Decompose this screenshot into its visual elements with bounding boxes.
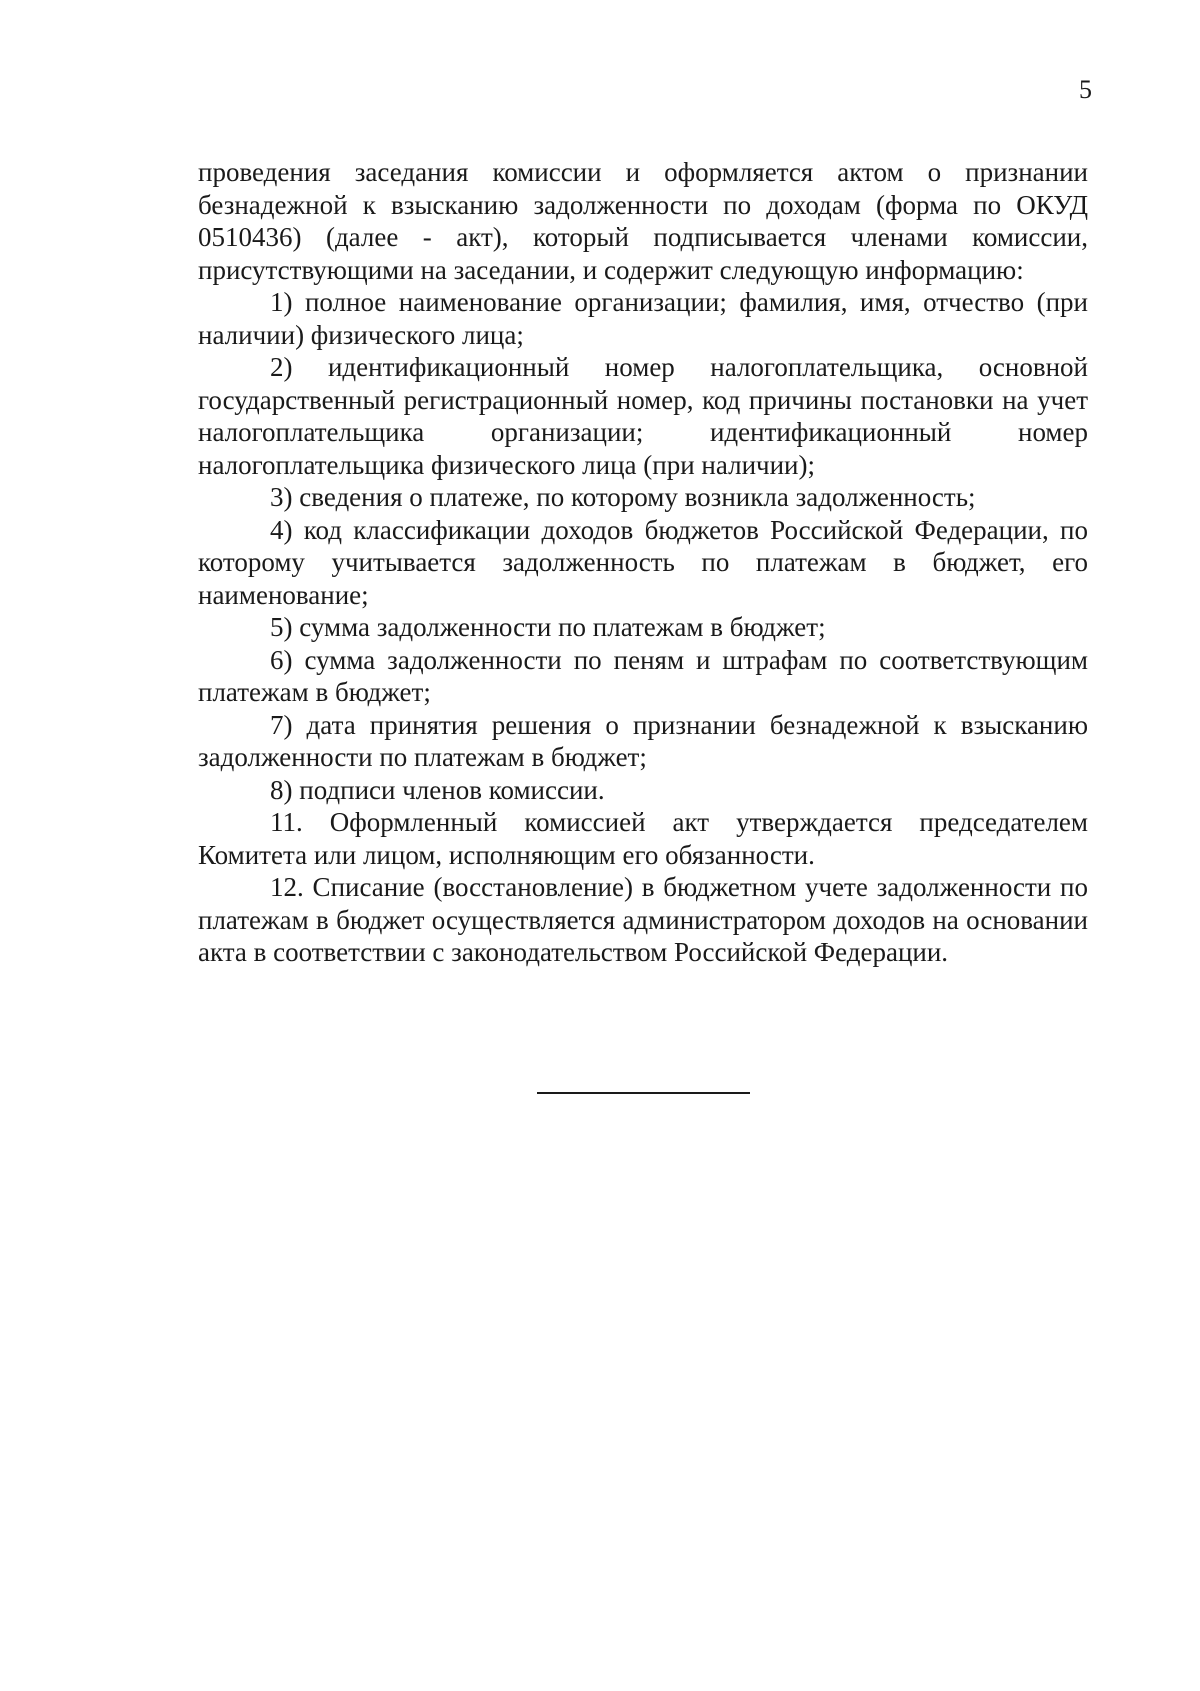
end-divider-line (537, 1092, 750, 1094)
list-item-2: 2) идентификационный номер налогоплательщика, основной государственный регистрационный номер, код причины постановки на учет налогоплательщика организации; идентификационный номер налогоплательщика физического лица (при наличии); (198, 352, 1088, 480)
list-item-7: 7) дата принятия решения о признании безнадежной к взысканию задолженности по платежам в бюджет; (198, 709, 1088, 772)
list-item-4: 4) код классификации доходов бюджетов Российской Федерации, по которому учитывается задолженность по платежам в бюджет, его наименование; (198, 514, 1088, 610)
page-number: 5 (1079, 75, 1092, 104)
list-item-3: 3) сведения о платеже, по которому возникла задолженность; (270, 482, 976, 512)
list-item-1: 1) полное наименование организации; фамилия, имя, отчество (при наличии) физического лица; (198, 287, 1088, 350)
document-body (198, 156, 1088, 969)
list-item-5: 5) сумма задолженности по платежам в бюджет; (270, 612, 826, 642)
clause-11: 11. Оформленный комиссией акт утверждается председателем Комитета или лицом, исполняющим его обязанности. (198, 807, 1088, 870)
paragraph-continuation: проведения заседания комиссии и оформляется актом о признании безнадежной к взысканию задолженности по доходам (форма по ОКУД 0510436) (далее - акт), который подписывается членами комиссии, присутствующими на заседании, и содержит следующую информацию: (198, 157, 1088, 285)
clause-12: 12. Списание (восстановление) в бюджетном учете задолженности по платежам в бюджет осуществляется администратором доходов на основании акта в соответствии с законодательством Российской Федерации. (198, 872, 1088, 967)
list-item-6: 6) сумма задолженности по пеням и штрафам по соответствующим платежам в бюджет; (198, 644, 1088, 707)
list-item-8: 8) подписи членов комиссии. (270, 774, 605, 805)
